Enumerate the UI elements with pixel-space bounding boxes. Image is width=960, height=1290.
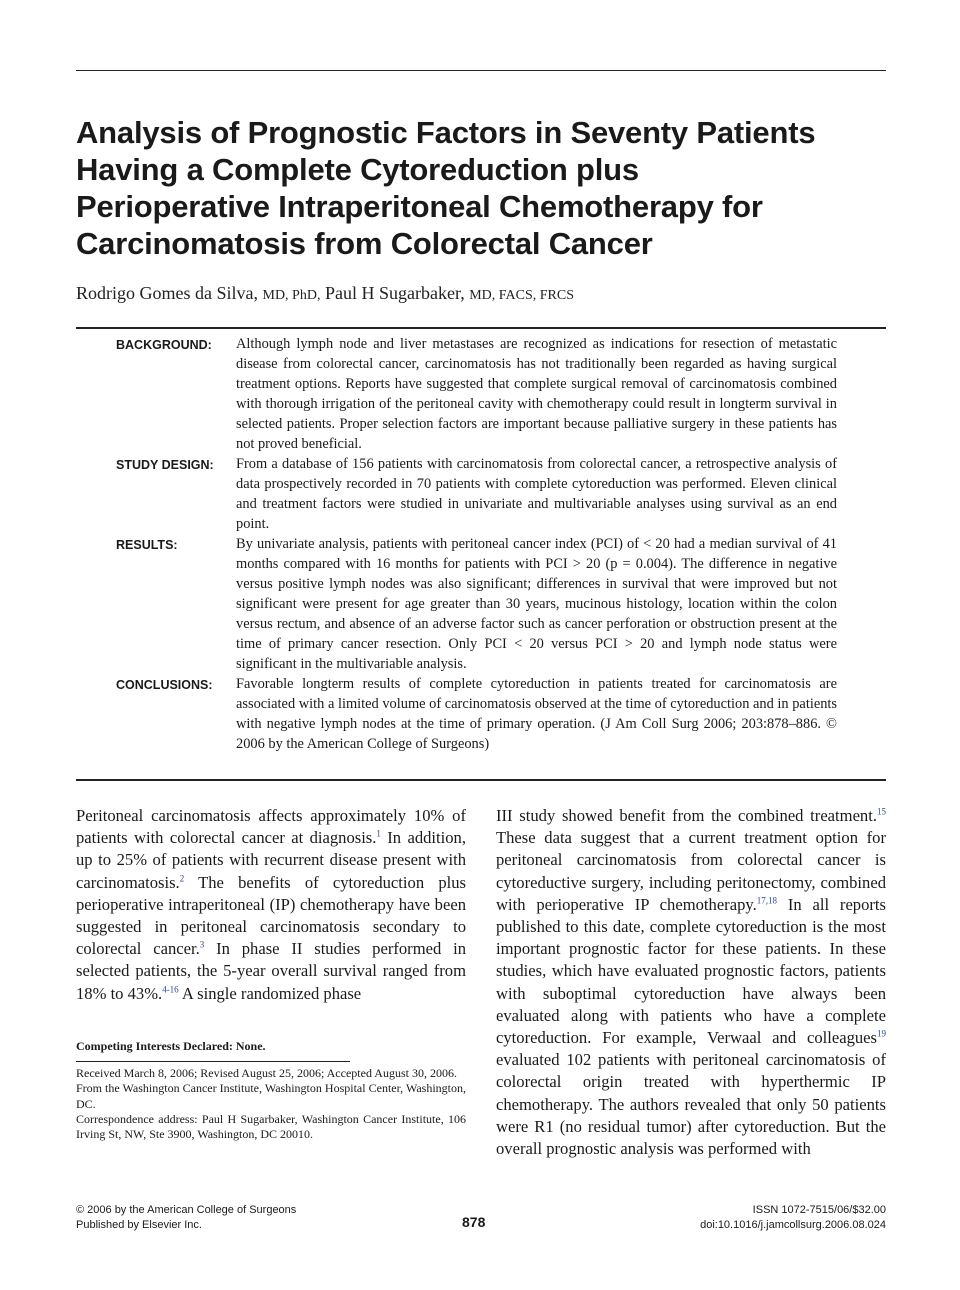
abstract-label: STUDY DESIGN: — [116, 458, 214, 472]
abstract-section-background — [76, 334, 886, 454]
abstract-label: CONCLUSIONS: — [116, 678, 213, 692]
issn-line: ISSN 1072-7515/06/$32.00 — [752, 1204, 886, 1216]
copyright-line: © 2006 by the American College of Surgeons — [76, 1204, 297, 1216]
abstract-text: Although lymph node and liver metastases are recognized as indications for resection of metastatic disease from colorectal cancer, carcinomatosis has not traditionally been regarded as having surgical treatment options. Reports have suggested that complete surgical removal of carcinomatosis combined with thorough irrigation of the peritoneal cavity with chemotherapy could result in longterm survival in selected patients. Proper selection factors are important because palliative surgery in these patients has not proved beneficial. — [236, 336, 837, 452]
body-text: III study showed benefit from the combined treatment. — [496, 806, 877, 825]
abstract-top-rule — [76, 327, 886, 329]
body-text: These data suggest that a current treatment option for peritoneal carcinomatosis from colorectal cancer is cytoreductive surgery, including peritonectomy, combined with perioperative IP chemotherapy. — [496, 828, 886, 914]
citation-link[interactable]: 2 — [179, 873, 185, 884]
footnotes — [76, 1038, 466, 1142]
footer-identifiers — [700, 1203, 886, 1233]
correspondence-note: Correspondence address: Paul H Sugarbaker, Washington Cancer Institute, 106 Irving St, NW, Ste 3900, Washington, DC 20010. — [76, 1111, 466, 1142]
body-text: Peritoneal carcinomatosis affects approximately 10% of patients with colorectal cancer at diagnosis. — [76, 806, 466, 848]
author-line — [76, 283, 574, 304]
abstract-section-results — [76, 534, 886, 674]
citation-link[interactable]: 1 — [376, 828, 381, 839]
body-text: The benefits of cytoreduction plus perioperative intraperitoneal (IP) chemotherapy have been suggested in peritoneal carcinomatosis secondary to colorectal cancer. — [76, 872, 466, 959]
publisher-line: Published by Elsevier Inc. — [76, 1219, 202, 1231]
body-column-right — [496, 805, 886, 1160]
article-title: Analysis of Prognostic Factors in Seventy Patients Having a Complete Cytoreduction plus Perioperative Intraperitoneal Chemotherapy for Carcinomatosis from Colorectal Cancer — [76, 115, 816, 261]
affiliation-note: From the Washington Cancer Institute, Washington Hospital Center, Washington, DC. — [76, 1081, 466, 1111]
abstract-text: By univariate analysis, patients with peritoneal cancer index (PCI) of < 20 had a median survival of 41 months compared with 16 months for patients with PCI > 20 (p = 0.004). The difference in negative versus positive lymph nodes was also significant; differences in survival that were improved but not significant were present for age greater than 30 years, mucinous histology, location within the colon versus rectum, and absence of an adverse factor such as cancer perforation or obstruction present at the time of primary cancer resection. Only PCI < 20 versus PCI > 20 and lymph node status were significant in the multivariable analysis. — [236, 536, 837, 672]
abstract-label: BACKGROUND: — [116, 338, 212, 352]
author-name: Paul H Sugarbaker, — [324, 283, 465, 303]
footer-publisher — [76, 1203, 296, 1233]
received-note: Received March 8, 2006; Revised August 25, 2006; Accepted August 30, 2006. — [76, 1066, 457, 1080]
author-degrees: MD, FACS, FRCS — [469, 288, 575, 303]
abstract-text: From a database of 156 patients with carcinomatosis from colorectal cancer, a retrospective analysis of data prospectively recorded in 70 patients with complete cytoreduction was performed. Eleven clinical and treatment factors were studied in univariate and multivariable analyses using survival as an end point. — [236, 456, 837, 532]
body-text: A single randomized phase — [178, 983, 362, 1003]
abstract-text: Favorable longterm results of complete cytoreduction in patients treated for carcinomatosis are associated with a limited volume of carcinomatosis observed at the time of cytoreduction and in patients with negative lymph nodes at the time of primary operation. (J Am Coll Surg 2006; 203:878–886. © 2006 by the American College of Surgeons) — [236, 676, 837, 752]
header-rule — [76, 70, 886, 71]
author-name: Rodrigo Gomes da Silva, — [76, 283, 258, 303]
doi-link[interactable]: doi:10.1016/j.jamcollsurg.2006.08.024 — [700, 1219, 886, 1231]
body-text: In phase II studies performed in selected patients, the 5-year overall survival ranged from 18% to 43%. — [76, 939, 467, 1003]
citation-link[interactable]: 3 — [199, 939, 205, 950]
citation-link[interactable]: 15 — [877, 806, 886, 817]
body-text: In all reports published to this date, complete cytoreduction is the most important prognostic factor for these patients. In these studies, which have evaluated prognostic factors, patients with suboptimal cytoreduction have always been evaluated along with patients who have a complete cytoreduction. For example, Verwaal and colleagues — [496, 894, 886, 1048]
abstract-section-conclusions — [76, 674, 886, 754]
citation-link[interactable]: 17,18 — [756, 895, 777, 906]
abstract-bottom-rule — [76, 779, 886, 781]
competing-interests: Competing Interests Declared: None. — [76, 1039, 266, 1053]
abstract — [76, 334, 886, 754]
body-text: In addition, up to 25% of patients with recurrent disease present with carcinomatosis. — [76, 828, 466, 892]
body-text: evaluated 102 patients with peritoneal carcinomatosis of colorectal origin treated with hyperthermic IP chemotherapy. The authors revealed that only 50 patients were R1 (no residual tumor) after cytoreduction. But the overall prognostic analysis was performed with — [496, 1050, 886, 1159]
footnote-rule — [76, 1061, 350, 1062]
abstract-label: RESULTS: — [116, 538, 178, 552]
body-column-left — [76, 805, 466, 1005]
page-number: 878 — [462, 1214, 486, 1230]
abstract-section-study-design — [76, 454, 886, 534]
author-degrees: MD, PhD, — [262, 288, 321, 303]
citation-link[interactable]: 4-16 — [162, 984, 179, 995]
citation-link[interactable]: 19 — [877, 1028, 886, 1039]
